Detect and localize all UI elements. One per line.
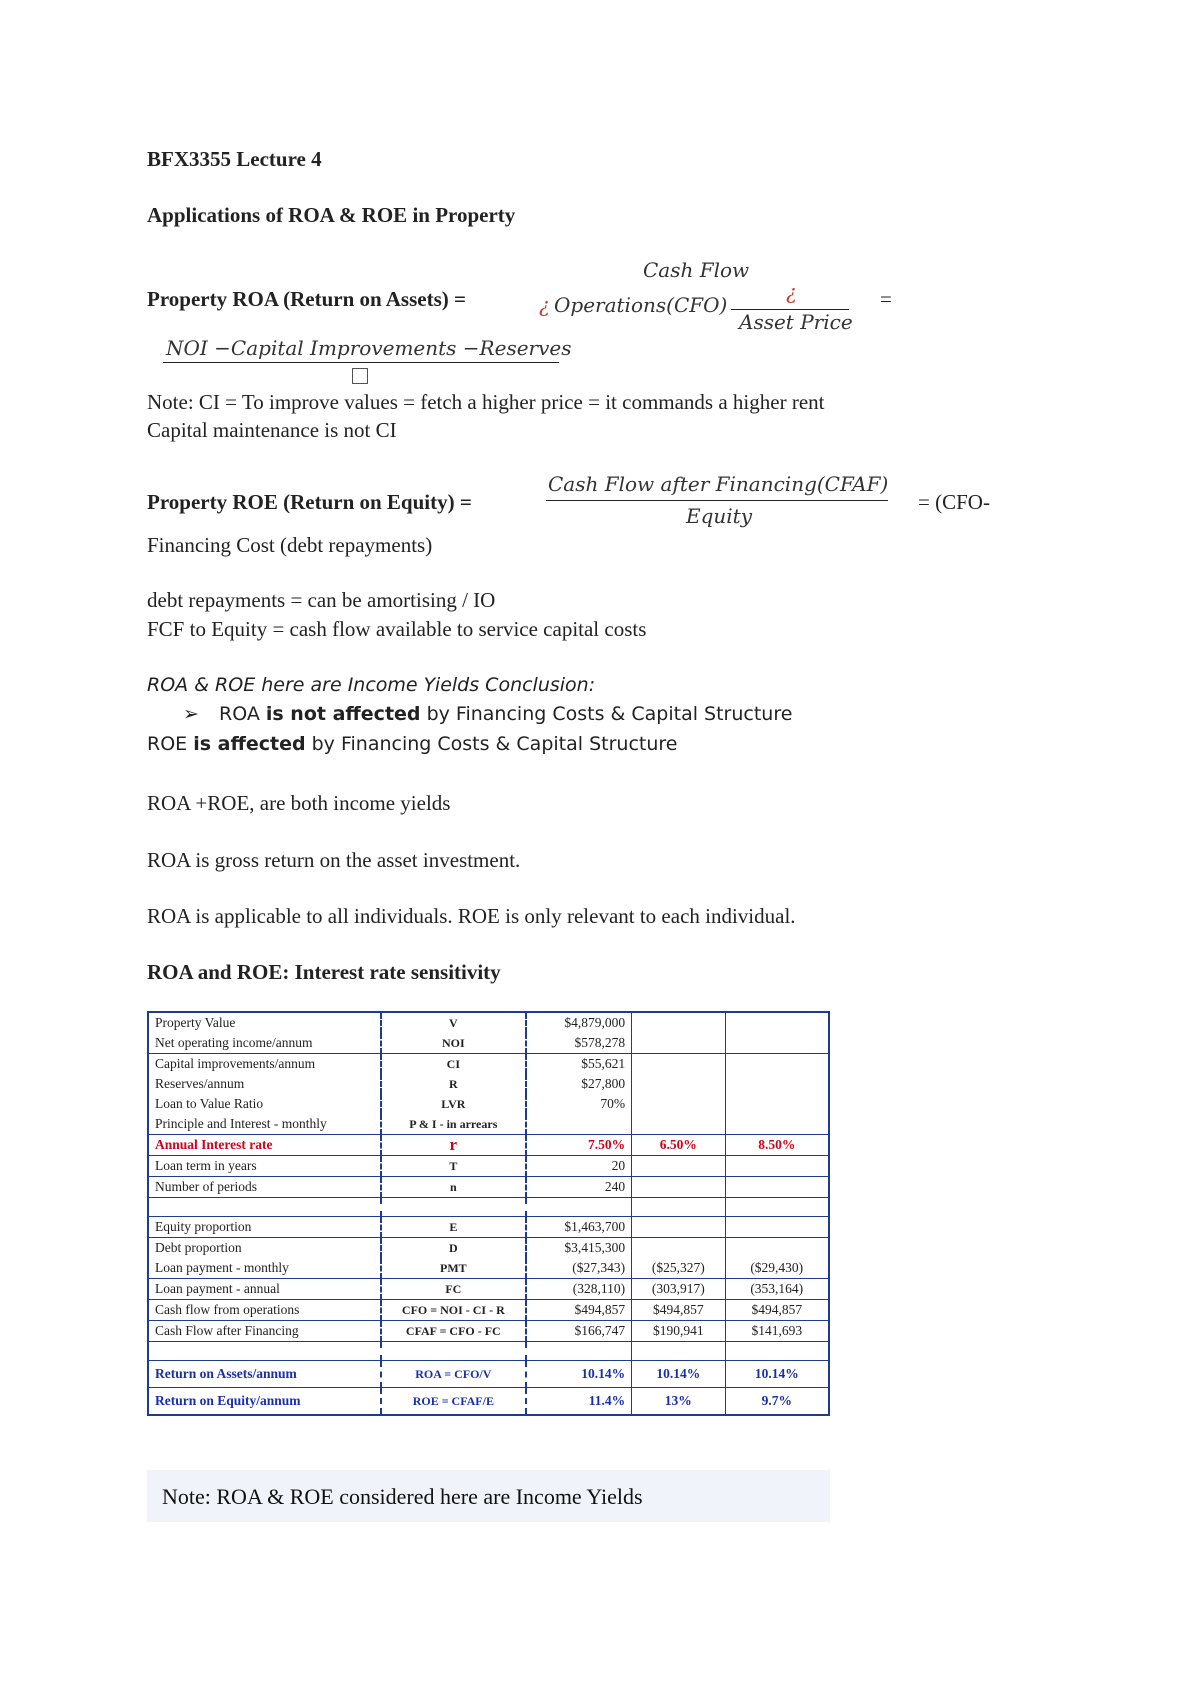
roa-num-main: Operations(CFO): [554, 293, 728, 317]
table-row: [148, 1033, 829, 1054]
table-cell: [725, 1238, 829, 1259]
roe-frac-line: [546, 500, 888, 501]
table-cell: PMT: [381, 1258, 526, 1279]
table-cell: $190,941: [632, 1321, 725, 1342]
table-cell: [725, 1012, 829, 1033]
roa-mark-left: ¿: [539, 293, 550, 317]
table-cell: n: [381, 1177, 526, 1198]
table-cell: Number of periods: [148, 1177, 381, 1198]
table-cell: 8.50%: [725, 1135, 829, 1156]
bullet-arrow-icon: ➢: [183, 703, 199, 725]
table-cell: Capital improvements/annum: [148, 1054, 381, 1075]
debt-note-1: debt repayments = can be amortising / IO: [147, 588, 496, 612]
conclusion-heading: ROA & ROE here are Income Yields Conclusion:: [147, 674, 596, 696]
table-cell: [381, 1342, 526, 1361]
table-cell: LVR: [381, 1094, 526, 1114]
table-cell: [725, 1156, 829, 1177]
table-cell: $55,621: [526, 1054, 632, 1075]
table-cell: 13%: [632, 1388, 725, 1416]
table-cell: Principle and Interest - monthly: [148, 1114, 381, 1135]
bullet1-a: ROA: [219, 703, 266, 725]
table-cell: Debt proportion: [148, 1238, 381, 1259]
roe-numerator: Cash Flow after Financing(CFAF): [548, 472, 889, 496]
table-cell: Cash Flow after Financing: [148, 1321, 381, 1342]
roe-tail: = (CFO-: [918, 490, 990, 514]
table-cell: $166,747: [526, 1321, 632, 1342]
table-cell: [148, 1198, 381, 1217]
table-cell: 6.50%: [632, 1135, 725, 1156]
line2-c: by Financing Costs & Capital Structure: [305, 733, 678, 755]
table-cell: [632, 1094, 725, 1114]
table-cell: Cash flow from operations: [148, 1300, 381, 1321]
table-cell: [526, 1198, 632, 1217]
roe-continuation: Financing Cost (debt repayments): [147, 533, 433, 557]
roe-label: Property ROE (Return on Equity) =: [147, 490, 472, 514]
table-cell: [725, 1217, 829, 1238]
table-cell: ($29,430): [725, 1258, 829, 1279]
roa-denominator: Asset Price: [739, 310, 853, 334]
table-cell: Property Value: [148, 1012, 381, 1033]
placeholder-box-icon: [352, 368, 368, 384]
roa-expansion-line: [163, 362, 559, 363]
table-cell: $494,857: [725, 1300, 829, 1321]
debt-note-2: FCF to Equity = cash flow available to service capital costs: [147, 617, 647, 641]
conclusion-line-2: [147, 733, 677, 755]
table-cell: D: [381, 1238, 526, 1259]
table-note: Note: ROA & ROE considered here are Income Yields: [162, 1484, 643, 1509]
line2-a: ROE: [147, 733, 194, 755]
table-cell: CFO = NOI - CI - R: [381, 1300, 526, 1321]
table-cell: P & I - in arrears: [381, 1114, 526, 1135]
table-cell: [725, 1342, 829, 1361]
table-cell: 10.14%: [725, 1361, 829, 1388]
table-cell: $494,857: [632, 1300, 725, 1321]
table-row: [148, 1342, 829, 1361]
table-cell: (303,917): [632, 1279, 725, 1300]
table-cell: $1,463,700: [526, 1217, 632, 1238]
table-cell: ROA = CFO/V: [381, 1361, 526, 1388]
bullet1-c: by Financing Costs & Capital Structure: [420, 703, 793, 725]
para-applicability: ROA is applicable to all individuals. ROE is only relevant to each individual.: [147, 904, 796, 928]
table-cell: [148, 1342, 381, 1361]
table-cell: [632, 1156, 725, 1177]
table-row: [148, 1054, 829, 1075]
table-cell: [526, 1114, 632, 1135]
table-cell: [632, 1054, 725, 1075]
table-cell: [632, 1198, 725, 1217]
table-row: [148, 1217, 829, 1238]
table-cell: $494,857: [526, 1300, 632, 1321]
table-cell: 10.14%: [632, 1361, 725, 1388]
table-cell: [725, 1074, 829, 1094]
table-cell: 11.4%: [526, 1388, 632, 1416]
topic-heading: Applications of ROA & ROE in Property: [147, 203, 516, 227]
table-cell: Loan term in years: [148, 1156, 381, 1177]
table-cell: V: [381, 1012, 526, 1033]
table-row: [148, 1177, 829, 1198]
table-cell: (328,110): [526, 1279, 632, 1300]
table-cell: FC: [381, 1279, 526, 1300]
table-row: [148, 1135, 829, 1156]
table-row: [148, 1238, 829, 1259]
table-cell: Loan payment - monthly: [148, 1258, 381, 1279]
table-row: [148, 1388, 829, 1416]
table-cell: $141,693: [725, 1321, 829, 1342]
table-cell: [725, 1033, 829, 1054]
table-cell: Net operating income/annum: [148, 1033, 381, 1054]
bullet1-b: is not affected: [265, 703, 421, 725]
table-cell: CFAF = CFO - FC: [381, 1321, 526, 1342]
table-cell: 9.7%: [725, 1388, 829, 1416]
table-row: [148, 1094, 829, 1114]
table-row: [148, 1258, 829, 1279]
table-cell: 240: [526, 1177, 632, 1198]
table-cell: Equity proportion: [148, 1217, 381, 1238]
table-cell: (353,164): [725, 1279, 829, 1300]
table-cell: r: [381, 1135, 526, 1156]
table-cell: [725, 1198, 829, 1217]
table-cell: [632, 1114, 725, 1135]
ci-note-1: Note: CI = To improve values = fetch a higher price = it commands a higher rent: [147, 390, 825, 414]
table-cell: ($27,343): [526, 1258, 632, 1279]
table-row: [148, 1361, 829, 1388]
table-cell: NOI: [381, 1033, 526, 1054]
roe-denominator: Equity: [686, 504, 753, 528]
table-cell: 20: [526, 1156, 632, 1177]
table-cell: Loan payment - annual: [148, 1279, 381, 1300]
table-cell: Return on Assets/annum: [148, 1361, 381, 1388]
table-cell: [381, 1198, 526, 1217]
table-cell: [632, 1342, 725, 1361]
table-cell: Loan to Value Ratio: [148, 1094, 381, 1114]
table-cell: [725, 1177, 829, 1198]
roa-equals: =: [880, 287, 892, 311]
table-cell: [526, 1342, 632, 1361]
table-row: [148, 1279, 829, 1300]
table-cell: ($25,327): [632, 1258, 725, 1279]
table-row: [148, 1156, 829, 1177]
table-cell: [725, 1054, 829, 1075]
conclusion-bullet-1: [219, 703, 792, 725]
table-row: [148, 1074, 829, 1094]
table-row: [148, 1114, 829, 1135]
table-cell: [632, 1074, 725, 1094]
table-cell: E: [381, 1217, 526, 1238]
table-cell: Return on Equity/annum: [148, 1388, 381, 1416]
table-cell: T: [381, 1156, 526, 1177]
table-cell: [632, 1033, 725, 1054]
table-cell: $27,800: [526, 1074, 632, 1094]
table-cell: [725, 1094, 829, 1114]
table-cell: CI: [381, 1054, 526, 1075]
para-gross-return: ROA is gross return on the asset investment.: [147, 848, 521, 872]
ci-note-2: Capital maintenance is not CI: [147, 418, 397, 442]
table-cell: [725, 1114, 829, 1135]
table-cell: R: [381, 1074, 526, 1094]
table-cell: $578,278: [526, 1033, 632, 1054]
table-cell: $4,879,000: [526, 1012, 632, 1033]
roa-mark-right: ¿: [786, 280, 797, 304]
table-cell: Annual Interest rate: [148, 1135, 381, 1156]
roa-expansion: NOI −Capital Improvements −Reserves: [166, 336, 572, 360]
table-cell: [632, 1217, 725, 1238]
line2-b: is affected: [193, 733, 306, 755]
table-cell: [632, 1012, 725, 1033]
table-cell: $3,415,300: [526, 1238, 632, 1259]
roa-num-top: Cash Flow: [643, 258, 750, 282]
roa-label: Property ROA (Return on Assets) =: [147, 287, 466, 311]
table-cell: 7.50%: [526, 1135, 632, 1156]
table-row: [148, 1321, 829, 1342]
table-cell: 10.14%: [526, 1361, 632, 1388]
table-row: [148, 1300, 829, 1321]
table-row: [148, 1012, 829, 1033]
table-cell: [632, 1177, 725, 1198]
course-title: BFX3355 Lecture 4: [147, 147, 322, 171]
table-cell: [632, 1238, 725, 1259]
sensitivity-table: [147, 1011, 830, 1416]
para-income-yields: ROA +ROE, are both income yields: [147, 791, 451, 815]
table-row: [148, 1198, 829, 1217]
section-title: ROA and ROE: Interest rate sensitivity: [147, 960, 501, 984]
table-cell: Reserves/annum: [148, 1074, 381, 1094]
table-cell: 70%: [526, 1094, 632, 1114]
table-cell: ROE = CFAF/E: [381, 1388, 526, 1416]
